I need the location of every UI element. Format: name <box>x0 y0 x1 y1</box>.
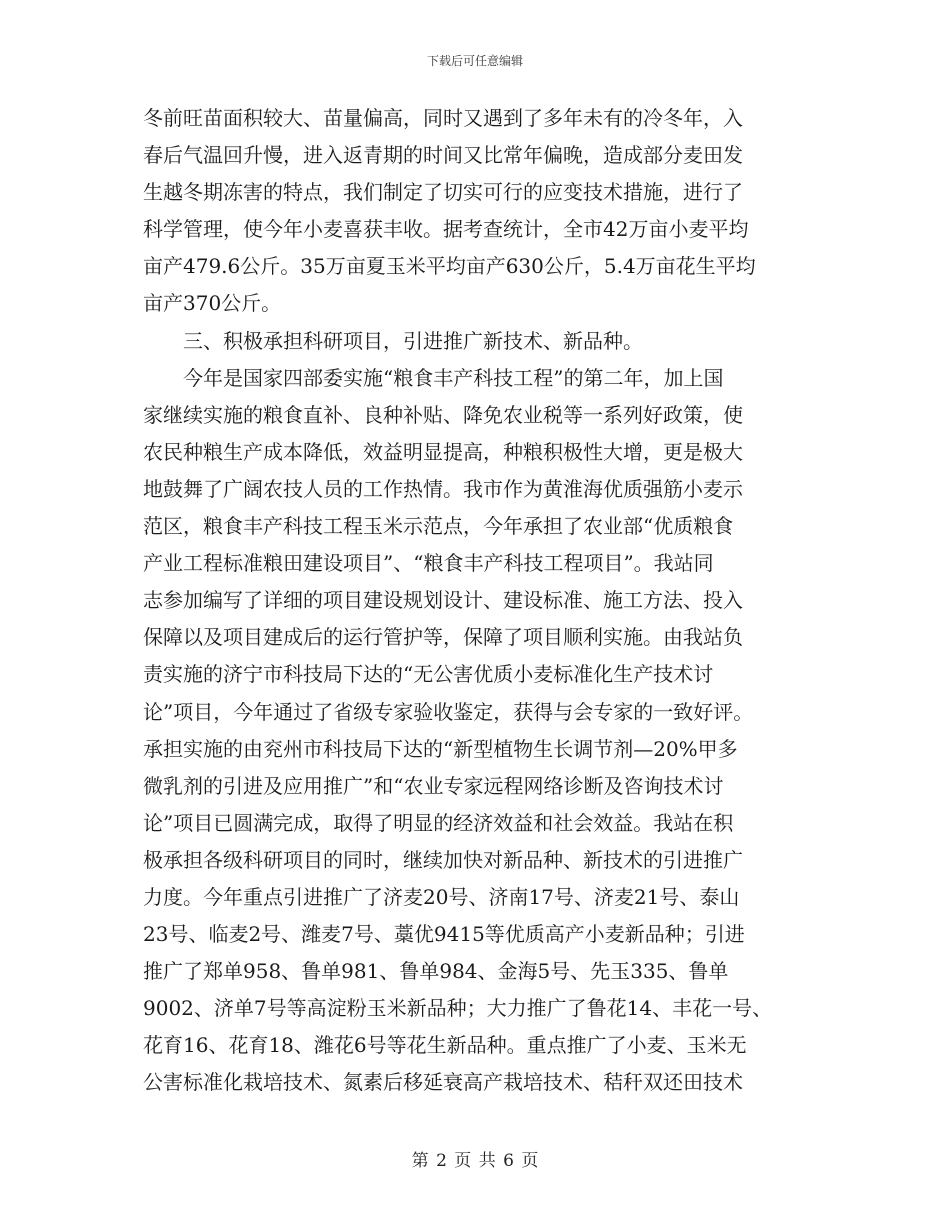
text-line: 春后气温回升慢，进入返青期的时间又比常年偏晚，造成部分麦田发 <box>143 143 743 168</box>
text-line: 亩产370公斤。 <box>143 291 282 316</box>
text-line: 推广了郑单958、鲁单981、鲁单984、金海5号、先玉335、鲁单 <box>143 959 729 984</box>
text-line: 花育16、花育18、潍花6号等花生新品种。重点推广了小麦、玉米无 <box>143 1033 747 1058</box>
text-line: 今年是国家四部委实施“粮食丰产科技工程”的第二年，加上国 <box>183 365 724 390</box>
text-line: 论”项目已圆满完成，取得了明显的经济效益和社会效益。我站在积 <box>143 810 734 835</box>
text-line: 亩产479.6公斤。35万亩夏玉米平均亩产630公斤，5.4万亩花生平均 <box>143 254 756 279</box>
text-line: 力度。今年重点引进推广了济麦20号、济南17号、济麦21号、泰山 <box>143 884 740 909</box>
text-line: 保障以及项目建成后的运行管护等，保障了项目顺利实施。由我站负 <box>143 625 743 650</box>
text-line: 公害标准化栽培技术、氮素后移延衰高产栽培技术、秸秆双还田技术 <box>143 1070 743 1095</box>
text-line: 极承担各级科研项目的同时，继续加快对新品种、新技术的引进推广 <box>143 847 743 872</box>
page-header: 下载后可任意编辑 <box>426 54 523 68</box>
page-number: 第 2 页 共 6 页 <box>411 1151 539 1171</box>
text-line: 论”项目，今年通过了省级专家验收鉴定，获得与会专家的一致好评。 <box>143 699 754 724</box>
text-line: 地鼓舞了广阔农技人员的工作热情。我市作为黄淮海优质强筋小麦示 <box>143 476 743 501</box>
document-body <box>143 100 815 1102</box>
text-line: 23号、临麦2号、潍麦7号、藁优9415等优质高产小麦新品种；引进 <box>143 922 745 947</box>
text-line: 志参加编写了详细的项目建设规划设计、建设标准、施工方法、投入 <box>143 588 743 613</box>
text-line: 科学管理，使今年小麦喜获丰收。据考查统计，全市42万亩小麦平均 <box>143 217 749 242</box>
text-line: 9002、济单7号等高淀粉玉米新品种；大力推广了鲁花14、丰花一号、 <box>143 996 773 1021</box>
text-line: 农民种粮生产成本降低，效益明显提高，种粮积极性大增，更是极大 <box>143 439 743 464</box>
text-line: 产业工程标准粮田建设项目”、“粮食丰产科技工程项目”。我站同 <box>143 551 714 576</box>
text-line: 承担实施的由兖州市科技局下达的“新型植物生长调节剂—20%甲多 <box>143 736 738 761</box>
text-line: 家继续实施的粮食直补、良种补贴、降免农业税等一系列好政策，使 <box>143 402 743 427</box>
text-line: 生越冬期冻害的特点，我们制定了切实可行的应变技术措施，进行了 <box>143 180 743 205</box>
text-line: 微乳剂的引进及应用推广”和“农业专家远程网络诊断及咨询技术讨 <box>143 773 724 798</box>
text-line: 范区，粮食丰产科技工程玉米示范点，今年承担了农业部“优质粮食 <box>143 514 734 539</box>
text-line: 责实施的济宁市科技局下达的“无公害优质小麦标准化生产技术讨 <box>143 662 714 687</box>
text-line: 三、积极承担科研项目，引进推广新技术、新品种。 <box>183 328 643 353</box>
text-line: 冬前旺苗面积较大、苗量偏高，同时又遇到了多年未有的冷冬年，入 <box>143 106 743 130</box>
